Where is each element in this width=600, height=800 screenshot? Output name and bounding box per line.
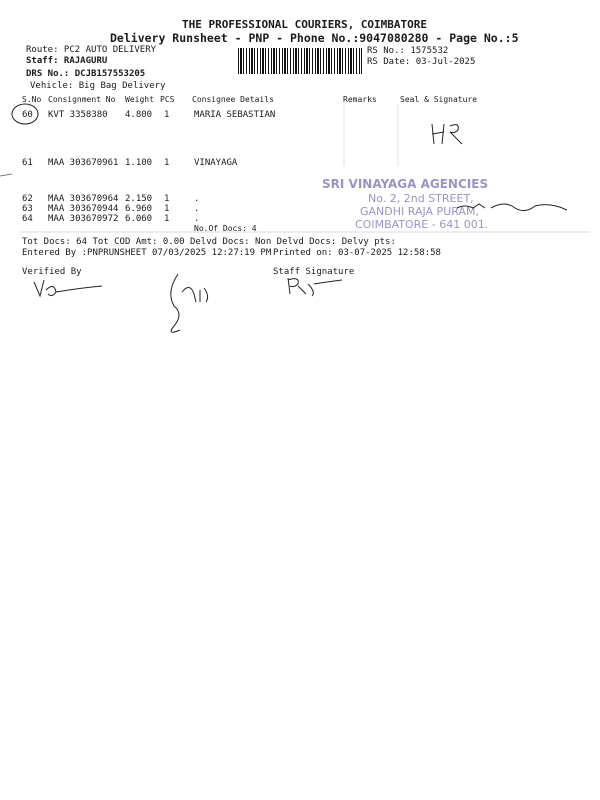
- row-consignee: .: [194, 204, 200, 214]
- staff-signature: [282, 274, 352, 298]
- row-consignee: .: [194, 194, 200, 204]
- rs-date: RS Date: 03-Jul-2025: [367, 57, 476, 67]
- col-remarks: Remarks: [343, 95, 377, 104]
- row-pcs: 1: [164, 110, 170, 120]
- row-sno: 64: [22, 214, 33, 224]
- route-label: Route: PC2 AUTO DELIVERY: [26, 45, 157, 55]
- col-consignee: Consignee Details: [192, 95, 274, 104]
- row-pcs: 1: [164, 194, 170, 204]
- staff-label: Staff: RAJAGURU: [26, 56, 108, 66]
- row-consignment: MAA 303670961: [48, 158, 119, 168]
- row-consignee: .: [194, 214, 200, 224]
- stamp-line: No. 2, 2nd STREET,: [368, 192, 474, 205]
- row-pcs: 1: [164, 204, 170, 214]
- col-consignment: Consignment No: [48, 95, 116, 104]
- stamp-line: GANDHI RAJA PURAM,: [360, 205, 479, 218]
- company-title: THE PROFESSIONAL COURIERS, COIMBATORE: [182, 18, 428, 31]
- row-weight: 2.150: [125, 194, 153, 204]
- entered-by: Entered By :PNPRUNSHEET 07/03/2025 12:27:19 PM: [22, 248, 272, 258]
- col-pcs: PCS: [160, 95, 175, 104]
- row-weight: 6.060: [125, 214, 153, 224]
- row-weight: 4.800: [125, 110, 153, 120]
- row-pcs: 1: [164, 214, 170, 224]
- row-consignment: MAA 303670944: [48, 204, 119, 214]
- staff-signature-label: Staff Signature: [273, 267, 355, 277]
- row-consignee: VINAYAGA: [194, 158, 238, 168]
- totals-summary: Tot Docs: 64 Tot COD Amt: 0.00 Delvd Docs: Non Delvd Docs: Delvy pts:: [22, 237, 396, 247]
- drs-number: DRS No.: DCJB157553205: [26, 69, 146, 79]
- row-sno: 63: [22, 204, 33, 214]
- row-weight: 1.100: [125, 158, 153, 168]
- row-sno: 62: [22, 194, 33, 204]
- row-consignment: MAA 303670964: [48, 194, 119, 204]
- stamp-line: SRI VINAYAGA AGENCIES: [322, 177, 489, 191]
- row-sno: 60: [22, 110, 33, 120]
- row-consignment: MAA 303670972: [48, 214, 119, 224]
- col-sno: S.No: [22, 95, 42, 104]
- stamp-signature: [455, 196, 575, 216]
- stamp-line: COIMBATORE - 641 001.: [355, 218, 489, 231]
- row-signature: [428, 120, 468, 148]
- row-sno: 61: [22, 158, 33, 168]
- row-pcs: 1: [164, 158, 170, 168]
- circle-mark: [10, 102, 42, 126]
- vehicle-label: Vehicle: Big Bag Delivery: [30, 81, 166, 91]
- verifier-signature: [30, 276, 110, 302]
- group-doc-count: No.Of Docs: 4: [194, 224, 257, 233]
- col-weight: Weight: [125, 95, 154, 104]
- row-weight: 6.960: [125, 204, 153, 214]
- printed-on: Printed on: 03-07-2025 12:58:58: [273, 248, 441, 258]
- runsheet-subtitle: Delivery Runsheet - PNP - Phone No.:9047080280 - Page No.:5: [110, 31, 519, 45]
- staff-initial-signature: [160, 272, 220, 338]
- rs-number: RS No.: 1575532: [367, 46, 449, 56]
- row-consignment: KVT 3358380: [48, 110, 108, 120]
- verified-by-label: Verified By: [22, 267, 82, 277]
- col-seal-signature: Seal & Signature: [400, 95, 478, 104]
- row-consignee: MARIA SEBASTIAN: [194, 110, 276, 120]
